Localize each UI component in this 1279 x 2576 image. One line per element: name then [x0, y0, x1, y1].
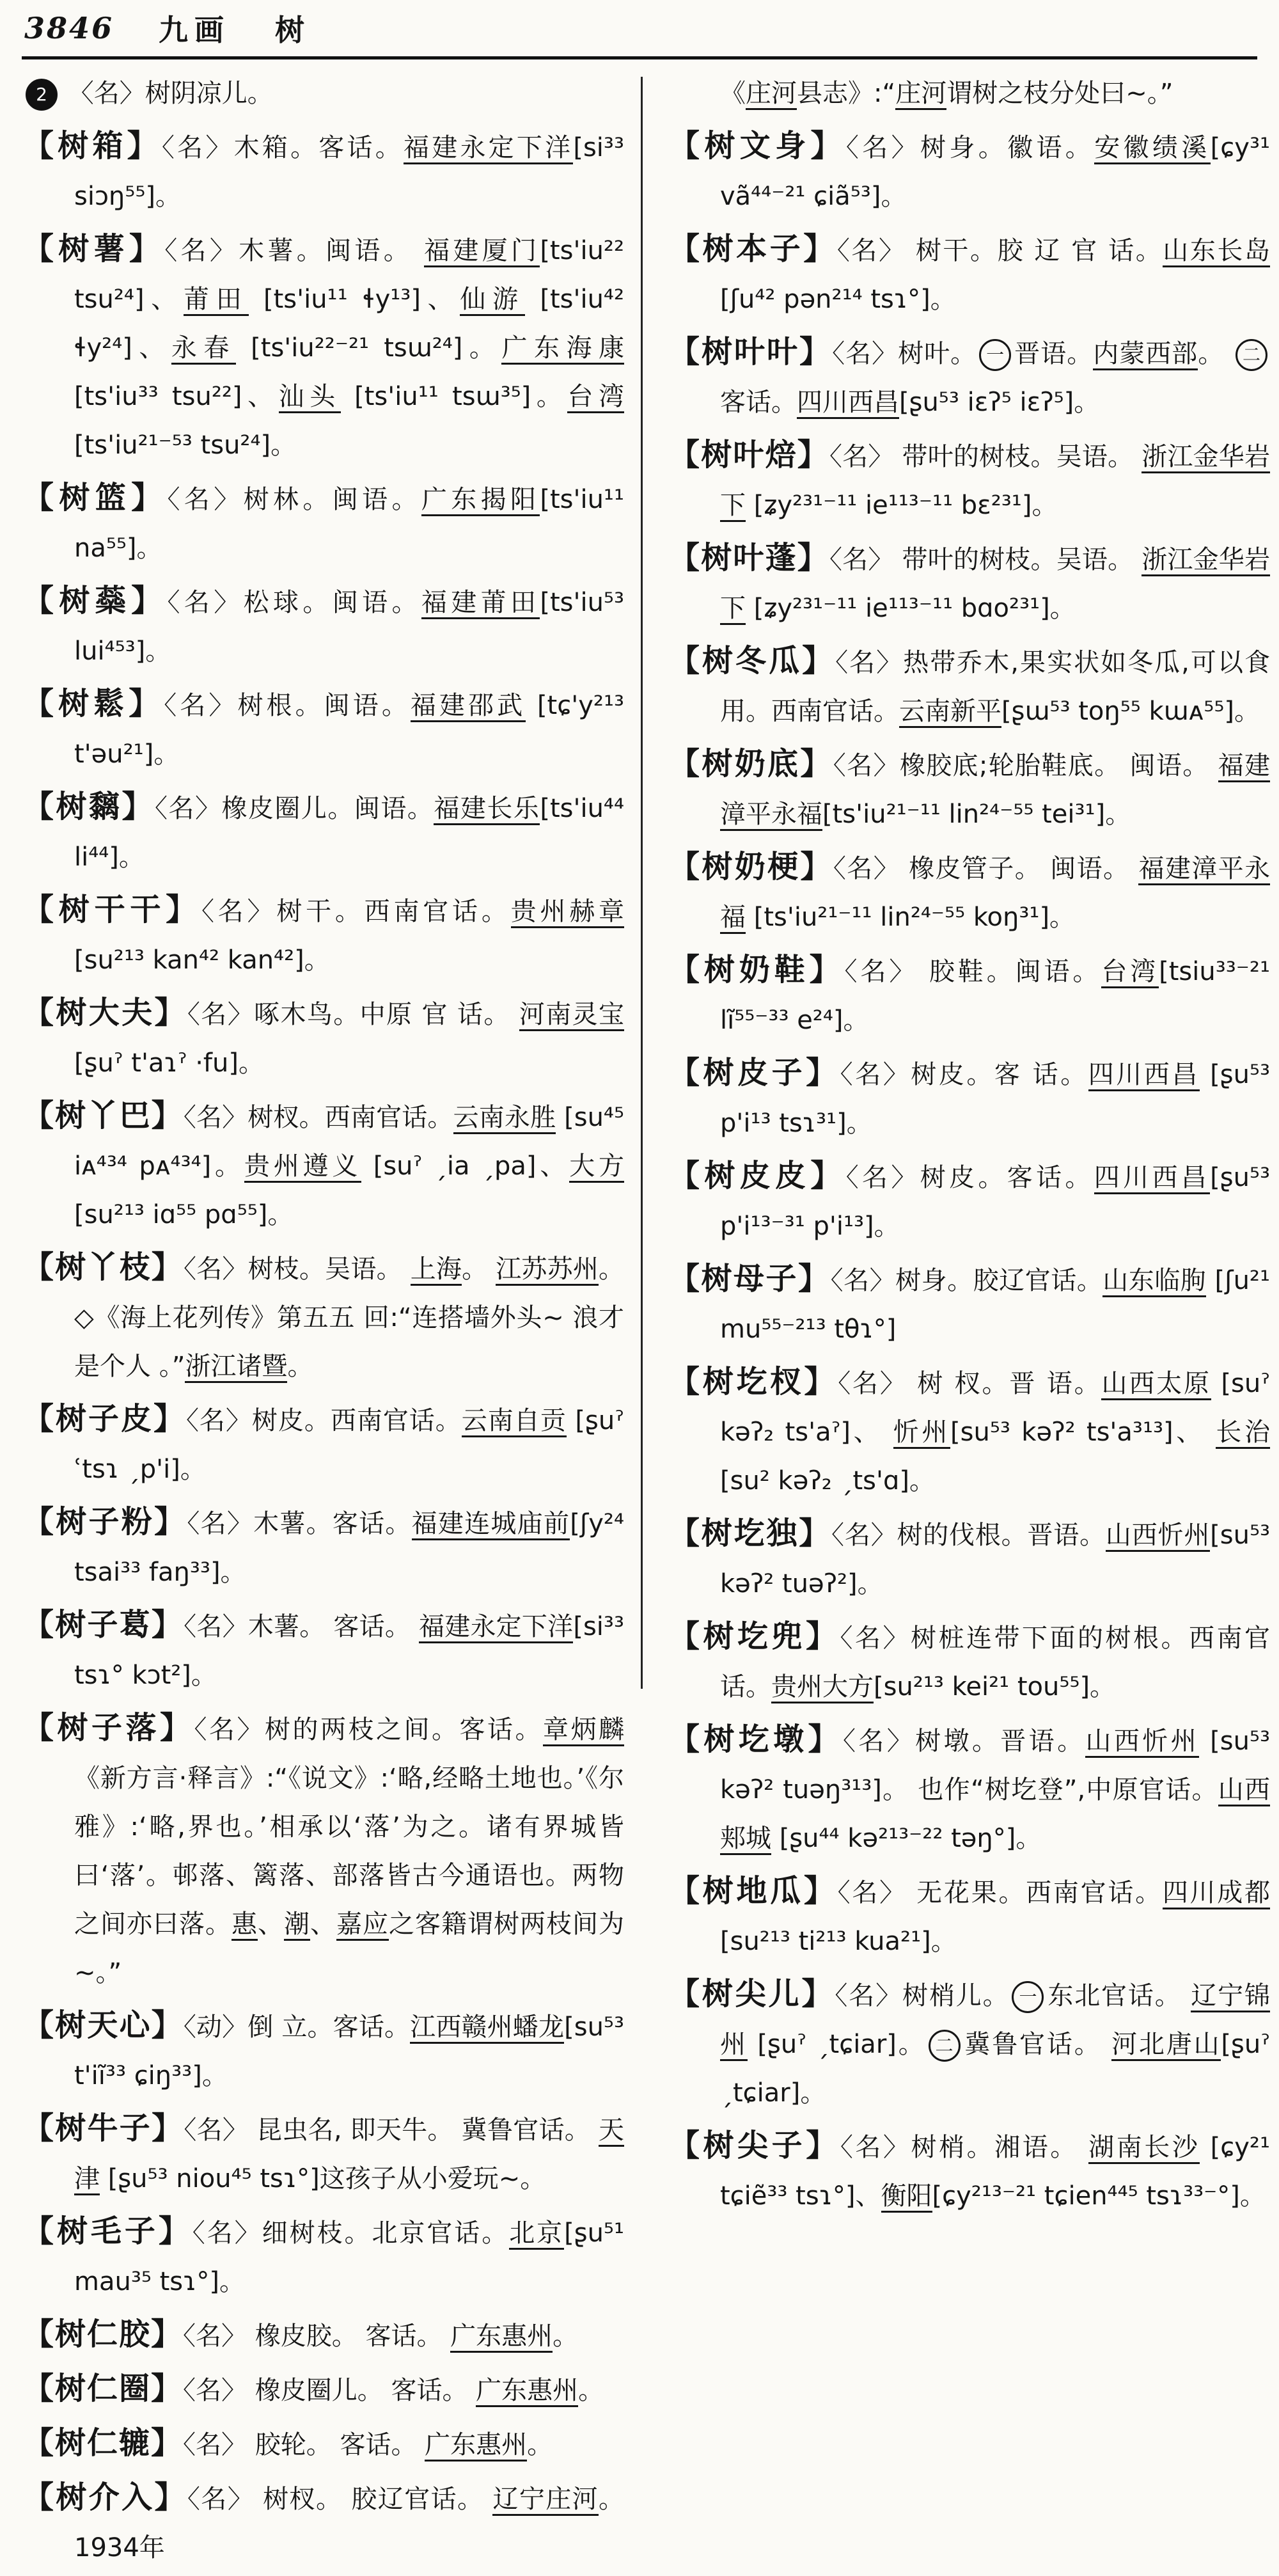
- dict-entry: [23, 885, 624, 984]
- place-name-underlined: 福建漳平永福: [720, 854, 1270, 934]
- place-name-underlined: 江西赣州蟠龙: [410, 2012, 564, 2044]
- place-name-underlined: 江苏苏州: [496, 1254, 599, 1286]
- place-name-underlined: 山西忻州: [1085, 1727, 1199, 1758]
- place-name-underlined: 山西忻州: [1106, 1521, 1210, 1552]
- entry-text: [ts'iu⁵³ lui⁴⁵³]。: [74, 588, 625, 666]
- dict-entry: [23, 69, 624, 118]
- place-name-underlined: 大方: [569, 1151, 624, 1183]
- dict-entry: [23, 1243, 624, 1391]
- entry-headword: 【树地瓜】: [669, 1873, 838, 1909]
- dict-entry: [23, 1703, 624, 1997]
- entry-headword: 【树子葛】: [23, 1607, 184, 1643]
- dict-entry: [669, 1254, 1270, 1354]
- entry-text: [ts'iu¹¹ na⁵⁵]。: [74, 485, 625, 563]
- entry-text: [ɕy²¹³⁻²¹ tɕien⁴⁴⁵ tsɿ³³⁻°]。: [932, 2181, 1266, 2211]
- entry-headword: 【树牛子】: [23, 2110, 184, 2146]
- place-name-underlined: 云南新平: [899, 697, 1001, 728]
- entry-headword: 【树皮皮】: [669, 1158, 846, 1194]
- entry-text: [suˀ ˏia ˏpa]、: [361, 1151, 570, 1181]
- place-name-underlined: 福建漳平永福: [720, 751, 1270, 831]
- entry-text: [su²¹³ iɑ⁵⁵ pɑ⁵⁵]。: [74, 1200, 294, 1229]
- entry-text: 〈名〉 带叶的树枝。吴语。: [829, 442, 1142, 471]
- entry-text: 〈名〉树枝。吴语。: [184, 1254, 411, 1284]
- place-name-underlined: 山东长岛: [1163, 236, 1270, 267]
- dict-entry: [23, 576, 624, 676]
- entry-headword: 【树子粉】: [23, 1504, 187, 1540]
- dict-entry: [669, 1509, 1270, 1608]
- entry-text: [su²¹³ ti²¹³ kua²¹]。: [720, 1927, 957, 1956]
- entry-headword: 【树叶蓬】: [669, 540, 829, 576]
- place-name-underlined: 天津: [74, 2115, 624, 2195]
- entry-text: [ʂu⁵¹ mau³⁵ tsɿ°]。: [74, 2218, 624, 2296]
- entry-text: [ʂu⁴⁴ kə²¹³⁻²² təŋ°]。: [771, 1824, 1042, 1853]
- place-name-underlined: 广东惠州: [476, 2376, 578, 2407]
- entry-text: 〈名〉热带乔木,果实状如冬瓜,可以食用。西南官话。: [720, 648, 1270, 726]
- entry-headword: 【树毛子】: [23, 2213, 192, 2249]
- entry-text: [tɕ'y²¹³ t'əu²¹]。: [74, 691, 625, 769]
- entry-text: [ʂuˀ ˏtɕiar]。: [747, 2030, 926, 2059]
- entry-text: 。◇《海上花列传》第五五 回:“连搭墙外头~ 浪才 是个人 。”: [74, 1254, 625, 1381]
- entry-text: [ɕy²¹ tɕiẽ³³ tsɿ°]、: [720, 2133, 1271, 2211]
- place-name-underlined: 长治: [1216, 1418, 1270, 1449]
- stroke-section-title: 九画: [159, 13, 231, 47]
- entry-text: 〈名〉木薯。闽语。: [164, 236, 425, 265]
- entry-text: 〈动〉倒 立。客话。: [183, 2012, 411, 2042]
- entry-headword: 【树尖子】: [669, 2128, 840, 2163]
- entry-text: 〈名〉细树枝。北京官话。: [192, 2218, 510, 2248]
- entry-text: 〈名〉树干。西南官话。: [201, 897, 511, 926]
- place-name-underlined: 福建连城庙前: [412, 1509, 570, 1540]
- dict-entry: [669, 225, 1270, 324]
- dict-entry: [23, 2001, 624, 2100]
- entry-headword: 【树仁胶】: [23, 2316, 184, 2352]
- dict-entry: [669, 1612, 1270, 1711]
- entry-headword: 【树奶鞋】: [669, 952, 845, 988]
- dict-entry: [23, 2473, 624, 2572]
- column-divider: [641, 77, 643, 1689]
- dict-entry: [669, 122, 1270, 221]
- dict-entry: [669, 2121, 1270, 2220]
- dict-entry: [23, 2310, 624, 2360]
- entry-text: 〈名〉 树干。胶 辽 官 话。: [836, 236, 1163, 265]
- section-headword: 树: [275, 13, 311, 47]
- entry-text: 《: [720, 79, 746, 108]
- entry-headword: 【树奶梗】: [669, 849, 833, 885]
- place-name-underlined: 忻州: [893, 1418, 950, 1449]
- place-name-underlined: 福建永定下洋: [404, 133, 573, 164]
- header-rule: [22, 56, 1257, 59]
- entry-text: 谓树之枝分处曰~。”: [946, 79, 1173, 108]
- entry-headword: 【树大夫】: [23, 995, 187, 1031]
- dict-entry: [23, 1600, 624, 1700]
- entry-headword: 【树箱】: [23, 128, 162, 164]
- entry-text: [ʃu²¹ mu⁵⁵⁻²¹³ tθɿ°]: [720, 1266, 1270, 1344]
- place-name-underlined: 四川西昌: [1094, 1163, 1210, 1194]
- entry-text: [su⁵³ kəʔ² tuəʔ²]。: [720, 1521, 1271, 1599]
- entry-text: 〈名〉 橡皮管子。 闽语。: [833, 854, 1139, 883]
- entry-headword: 【树母子】: [669, 1261, 831, 1297]
- entry-text: 。: [462, 1254, 496, 1284]
- dict-entry: [23, 2364, 624, 2415]
- entry-text: 〈名〉 胶轮。 客话。: [183, 2430, 425, 2460]
- entry-text: 、: [258, 1909, 284, 1939]
- place-name-underlined: 仙游: [460, 285, 524, 316]
- dict-entry: [669, 842, 1270, 942]
- entry-text: 。: [553, 2321, 579, 2351]
- entry-text: 〈名〉 橡皮胶。 客话。: [183, 2321, 451, 2351]
- dict-entry: [23, 122, 624, 221]
- place-name-underlined: 福建莆田: [421, 588, 540, 619]
- entry-text: [su² kəʔ₂ ˏts'ɑ]。: [720, 1466, 935, 1496]
- entry-text: 。: [1198, 339, 1234, 368]
- entry-text: [si³³ siɔŋ⁵⁵]。: [74, 133, 624, 211]
- place-name-underlined: 福建长乐: [434, 794, 540, 825]
- place-name-underlined: 四川成都: [1163, 1878, 1270, 1909]
- entry-text: [tsiu³³⁻²¹ lĩ⁵⁵⁻³³ e²⁴]。: [720, 957, 1270, 1035]
- place-name-underlined: 浙江诸暨: [185, 1352, 287, 1383]
- dict-entry: [669, 431, 1270, 530]
- page-header: [24, 9, 1259, 47]
- entry-headword: 【树文身】: [669, 128, 846, 164]
- entry-headword: 【树冬瓜】: [669, 643, 836, 679]
- entry-text: 〈名〉 胶鞋。闽语。: [844, 957, 1102, 986]
- entry-headword: 【树子皮】: [23, 1401, 186, 1437]
- place-name-underlined: 永春: [171, 333, 236, 365]
- circled-digit: 二: [929, 2030, 961, 2062]
- entry-text: 〈名〉树的伐根。晋语。: [831, 1521, 1106, 1550]
- place-name-underlined: 山西郏城: [720, 1775, 1270, 1855]
- entry-text: 〈名〉 树 杈。晋 语。: [838, 1369, 1102, 1398]
- place-name-underlined: 广东揭阳: [421, 485, 540, 516]
- entry-text: [su⁵³ t'iĩ³³ ɕiŋ³³]。: [74, 2012, 624, 2090]
- entry-text: [ʂuˀ ʿtsɿ ˏp'i]。: [74, 1406, 625, 1484]
- entry-text: [ʂu⁵³ niou⁴⁵ tsɿ°]这孩子从小爱玩~。: [100, 2164, 546, 2193]
- dict-entry: [669, 945, 1270, 1045]
- place-name-underlined: 章炳麟: [543, 1715, 624, 1746]
- circled-digit: 一: [979, 339, 1011, 371]
- entry-text: [ts'iu²²⁻²¹ tsɯ²⁴]。: [235, 333, 502, 363]
- dict-entry: [669, 1357, 1270, 1505]
- entry-text: [ts'iu⁴² ɬy²⁴]、: [74, 285, 625, 363]
- entry-text: 〈名〉树根。闽语。: [164, 691, 411, 720]
- entry-headword: 【树天心】: [23, 2007, 184, 2043]
- dict-entry: [23, 1497, 624, 1597]
- place-name-underlined: 惠: [231, 1909, 258, 1941]
- entry-text: 客话。: [720, 388, 797, 417]
- entry-text: 〈名〉树身。徽语。: [845, 133, 1095, 162]
- entry-headword: 【树叶叶】: [669, 334, 833, 370]
- entry-text: [ʑy²³¹⁻¹¹ ie¹¹³⁻¹¹ bɑo²³¹]。: [746, 594, 1076, 623]
- entry-text: 〈名〉树身。胶辽官话。: [830, 1266, 1103, 1295]
- dict-entry: [23, 2207, 624, 2306]
- entry-text: 。 1934年: [74, 2485, 624, 2563]
- entry-continuation: [669, 69, 1270, 118]
- place-name-underlined: 河南灵宝: [519, 1000, 624, 1031]
- entry-text: 〈名〉树的两枝之间。客话。: [194, 1715, 543, 1744]
- place-name-underlined: 山西太原: [1101, 1369, 1211, 1400]
- entry-text: 。: [287, 1352, 313, 1381]
- entry-text: 。: [578, 2376, 604, 2405]
- place-name-underlined: 浙江金华岩下: [720, 545, 1270, 625]
- entry-text: 〈名〉树墩。晋语。: [842, 1727, 1086, 1756]
- place-name-underlined: 云南自贡: [462, 1406, 567, 1437]
- entry-text: 。: [527, 2430, 553, 2460]
- place-name-underlined: 河北唐山: [1111, 2030, 1221, 2061]
- dict-entry: [669, 1715, 1270, 1863]
- entry-text: [ts'iu⁴⁴ li⁴⁴]。: [74, 794, 625, 872]
- entry-text: 〈名〉树梢儿。: [835, 1981, 1010, 2011]
- entry-text: 〈名〉树杈。西南官话。: [183, 1103, 453, 1132]
- dict-entry: [669, 328, 1270, 427]
- entry-headword: 【树丫巴】: [23, 1098, 184, 1134]
- right-column: [669, 69, 1270, 2224]
- entry-text: 晋语。: [1014, 339, 1094, 368]
- entry-text: 县志》:“: [797, 79, 896, 108]
- entry-headword: 【树介入】: [23, 2479, 187, 2515]
- entry-text: 〈名〉树阴凉儿。: [60, 79, 273, 108]
- entry-headword: 【树仁辘】: [23, 2425, 184, 2461]
- entry-text: [suˀ kəʔ₂ ts'aˀ]、: [720, 1369, 1270, 1447]
- dict-entry: [23, 1091, 624, 1239]
- place-name-underlined: 衡阳: [881, 2181, 932, 2213]
- place-name-underlined: 庄河: [895, 79, 946, 110]
- entry-text: [ts'iu³³ tsu²²]、: [74, 382, 279, 411]
- entry-headword: 【树圪墩】: [669, 1721, 843, 1757]
- dict-entry: [23, 2104, 624, 2203]
- entry-headword: 【树圪独】: [669, 1515, 832, 1551]
- entry-text: [ts'iu²¹⁻¹¹ lin²⁴⁻⁵⁵ tei³¹]。: [822, 800, 1131, 829]
- place-name-underlined: 辽宁庄河: [492, 2485, 599, 2516]
- dict-entry: [669, 533, 1270, 633]
- entry-text: [ʃy²⁴ tsai³³ faŋ³³]。: [74, 1509, 625, 1587]
- entry-text: [ʃu⁴² pən²¹⁴ tsɿ°]。: [720, 285, 956, 314]
- left-column: [23, 69, 624, 2576]
- entry-headword: 【树鬆】: [23, 686, 164, 722]
- entry-text: 〈名〉 树杈。 胶辽官话。: [187, 2485, 493, 2514]
- place-name-underlined: 云南永胜: [453, 1103, 556, 1134]
- place-name-underlined: 台湾: [567, 382, 624, 413]
- entry-text: 〈名〉橡皮圈儿。闽语。: [154, 794, 434, 823]
- dict-entry: [23, 1395, 624, 1494]
- dict-entry: [23, 782, 624, 881]
- place-name-underlined: 北京: [509, 2218, 564, 2250]
- place-name-underlined: 安徽绩溪: [1094, 133, 1210, 164]
- entry-headword: 【树圪杈】: [669, 1364, 838, 1400]
- dict-entry: [669, 1151, 1270, 1251]
- dict-entry: [23, 2419, 624, 2469]
- entry-text: 东北官话。: [1046, 1981, 1191, 2011]
- entry-text: [ts'iu²¹⁻⁵³ tsu²⁴]。: [74, 431, 297, 460]
- place-name-underlined: 福建厦门: [424, 236, 540, 267]
- place-name-underlined: 内蒙西部: [1093, 339, 1198, 370]
- place-name-underlined: 广东惠州: [450, 2321, 553, 2353]
- place-name-underlined: 山东临朐: [1102, 1266, 1206, 1297]
- place-name-underlined: 辽宁锦州: [720, 1981, 1270, 2061]
- entry-text: [ts'iu¹¹ tsɯ³⁵]。: [340, 382, 568, 411]
- entry-text: [su⁵³ kəʔ² tuəŋ³¹³]。 也作“树圪登”,中原官话。: [720, 1727, 1271, 1805]
- entry-text: 〈名〉树皮。客 话。: [840, 1060, 1088, 1089]
- entry-headword: 【树子落】: [23, 1710, 194, 1746]
- place-name-underlined: 嘉应: [336, 1909, 389, 1941]
- dict-entry: [23, 679, 624, 778]
- dict-entry: [669, 1970, 1270, 2117]
- entry-text: 〈名〉木薯。 客话。: [184, 1612, 420, 1641]
- dict-entry: [669, 636, 1270, 736]
- entry-headword: 【树仁圈】: [23, 2371, 184, 2406]
- entry-text: 〈名〉树林。闽语。: [167, 485, 421, 514]
- entry-headword: 【树篮】: [23, 480, 168, 516]
- entry-text: 〈名〉木箱。客话。: [161, 133, 404, 162]
- entry-text: 〈名〉 昆虫名, 即天牛。 冀鲁官话。: [184, 2115, 599, 2145]
- place-name-underlined: 湖南长沙: [1088, 2133, 1200, 2164]
- dict-entry: [669, 1048, 1270, 1148]
- entry-text: 〈名〉树桩连带下面的树根。西南官话。: [720, 1624, 1270, 1702]
- entry-text: 《新方言·释言》:“《说文》:‘略,经略土地也。’《尔雅》:‘略,界也。’相承以‘落’为之。诸有界城皆曰‘落’。邨落、篱落、部落皆古今通语也。两物之间亦曰落。: [74, 1764, 624, 1939]
- place-name-underlined: 浙江金华岩下: [720, 442, 1270, 522]
- entry-text: [su⁵³ kəʔ² ts'a³¹³]、: [950, 1418, 1216, 1447]
- entry-text: 〈名〉树皮。西南官话。: [185, 1406, 462, 1435]
- entry-text: [ts'iu²¹⁻¹¹ lin²⁴⁻⁵⁵ koŋ³¹]。: [746, 903, 1076, 932]
- entry-text: 〈名〉松球。闽语。: [167, 588, 421, 617]
- place-name-underlined: 四川西昌: [797, 388, 899, 419]
- entry-text: [ts'iu²² tsu²⁴]、: [74, 236, 624, 314]
- circled-digit: 一: [1012, 1981, 1044, 2013]
- entry-text: [si³³ tsɿ° kɔt²]。: [74, 1612, 624, 1690]
- entry-text: [ʂu⁵³ p'i¹³ tsɿ³¹]。: [720, 1060, 1270, 1138]
- entry-text: [su²¹³ kan⁴² kan⁴²]。: [74, 945, 330, 975]
- entry-text: [ʂuˀ t'aɿˀ ·fu]。: [74, 1048, 264, 1078]
- entry-text: 之客籍谓树两枝间为~。”: [74, 1909, 624, 1987]
- place-name-underlined: 汕头: [279, 382, 341, 413]
- entry-text: 〈名〉 无花果。西南官话。: [837, 1878, 1163, 1908]
- entry-text: [ɕy³¹ vã⁴⁴⁻²¹ ɕiã⁵³]。: [720, 133, 1271, 211]
- entry-headword: 【树薯】: [23, 231, 165, 267]
- entry-text: 〈名〉树叶。: [832, 339, 977, 368]
- dict-entry: [669, 1867, 1270, 1966]
- entry-headword: 【树圪兜】: [669, 1618, 840, 1654]
- entry-text: [ʂu⁵³ p'i¹³⁻³¹ p'i¹³]。: [720, 1163, 1270, 1241]
- place-name-underlined: 广东惠州: [425, 2430, 527, 2461]
- entry-text: [ʂuˀ ˏtɕiar]。: [720, 2030, 1271, 2108]
- place-name-underlined: 贵州大方: [771, 1672, 874, 1703]
- entry-text: 〈名〉 带叶的树枝。吴语。: [829, 545, 1142, 574]
- entry-text: [su⁴⁵ iᴀ⁴³⁴ pᴀ⁴³⁴]。: [74, 1103, 624, 1181]
- dict-entry: [23, 225, 624, 470]
- entry-text: 〈名〉 橡皮圈儿。 客话。: [183, 2376, 476, 2405]
- entry-headword: 【树黐】: [23, 789, 155, 825]
- circled-digit: 2: [26, 79, 58, 111]
- place-name-underlined: 广东海康: [501, 333, 624, 365]
- entry-headword: 【树干干】: [23, 892, 201, 928]
- entry-text: [ʂɯ⁵³ toŋ⁵⁵ kɯᴀ⁵⁵]。: [1001, 697, 1260, 726]
- entry-headword: 【树丫枝】: [23, 1249, 184, 1285]
- entry-text: 〈名〉树梢。湘语。: [840, 2133, 1089, 2162]
- place-name-underlined: 福建永定下洋: [419, 1612, 573, 1643]
- entry-text: [su²¹³ kei²¹ tou⁵⁵]。: [874, 1672, 1116, 1702]
- place-name-underlined: 上海: [411, 1254, 462, 1286]
- entry-headword: 【树尖儿】: [669, 1976, 835, 2012]
- entry-text: 〈名〉橡胶底;轮胎鞋底。 闽语。: [833, 751, 1218, 780]
- dict-entry: [23, 473, 624, 573]
- entry-text: [ts'iu¹¹ ɬy¹³]、: [248, 285, 460, 314]
- entry-headword: 【树叶焙】: [669, 437, 829, 473]
- place-name-underlined: 莆田: [184, 285, 248, 316]
- place-name-underlined: 福建邵武: [411, 691, 526, 722]
- entry-headword: 【树皮子】: [669, 1055, 840, 1091]
- circled-digit: 二: [1236, 339, 1267, 371]
- entry-text: 〈名〉木薯。客话。: [187, 1509, 412, 1538]
- entry-text: [ʑy²³¹⁻¹¹ ie¹¹³⁻¹¹ bɛ²³¹]。: [746, 491, 1058, 520]
- entry-headword: 【树蘂】: [23, 583, 168, 619]
- dict-entry: [23, 988, 624, 1087]
- place-name-underlined: 贵州遵义: [244, 1151, 361, 1183]
- entry-text: 冀鲁官话。: [962, 2030, 1112, 2059]
- entry-text: 〈名〉树皮。客话。: [845, 1163, 1094, 1192]
- page-number: 3846: [24, 11, 114, 45]
- place-name-underlined: 贵州赫章: [511, 897, 624, 928]
- entry-headword: 【树本子】: [669, 231, 837, 267]
- place-name-underlined: 四川西昌: [1088, 1060, 1200, 1091]
- entry-headword: 【树奶底】: [669, 746, 833, 782]
- entry-text: 〈名〉啄木鸟。中原 官 话。: [187, 1000, 519, 1029]
- place-name-underlined: 潮: [284, 1909, 310, 1941]
- entry-text: 、: [310, 1909, 336, 1939]
- dict-entry: [669, 739, 1270, 839]
- place-name-underlined: 庄河: [746, 79, 797, 110]
- entry-text: [ʂu⁵³ iɛʔ⁵ iɛʔ⁵]。: [899, 388, 1100, 417]
- place-name-underlined: 台湾: [1101, 957, 1159, 988]
